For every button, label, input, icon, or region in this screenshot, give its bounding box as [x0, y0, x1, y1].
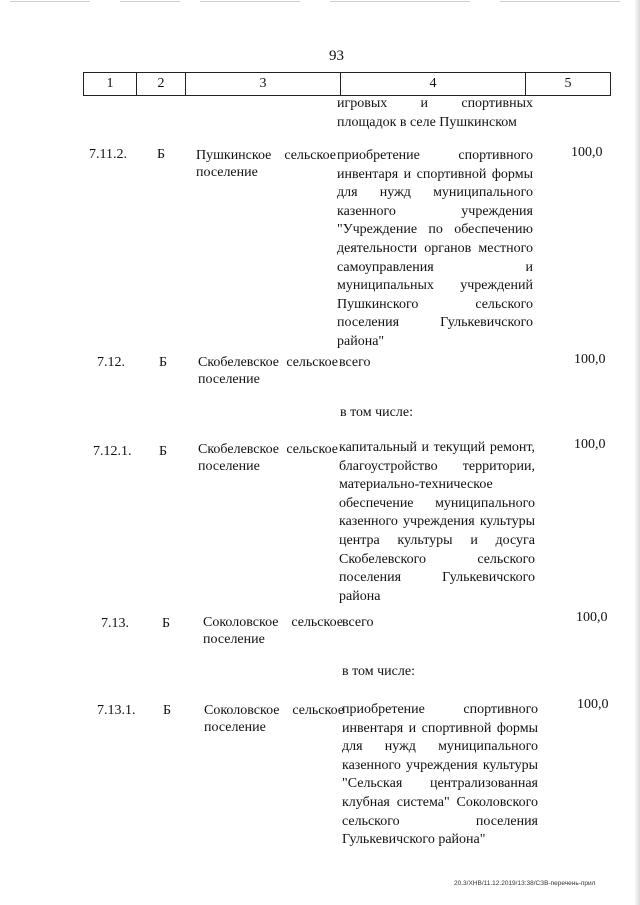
- row-letter: Б: [162, 616, 171, 631]
- row-value: 100,0: [577, 697, 609, 712]
- row-description: всего: [342, 615, 374, 630]
- row-value: 100,0: [571, 145, 603, 160]
- row-number: 7.13.1.: [97, 703, 136, 718]
- header-col-3: 3: [186, 73, 341, 95]
- row-description: приобретение спортивного инвентаря и спортивной формы для нужд муниципального казенного учреждения культуры "Сельская централизованная клубная система" Соколовского сельского поселения Гулькевичского района": [342, 702, 538, 848]
- row-value: 100,0: [576, 610, 608, 625]
- row-organization: Пушкинское сельское поселение: [196, 148, 336, 180]
- row-organization: Скобелевское сельское поселение: [198, 442, 338, 474]
- document-footer-code: 20.3/ХНВ/11.12.2019/13:38/СЗВ-перечень-прил: [454, 880, 596, 887]
- header-col-4: 4: [341, 73, 526, 95]
- row-letter: Б: [163, 703, 172, 718]
- in-that-number-label: в том числе:: [342, 664, 415, 679]
- row-letter: Б: [159, 444, 168, 459]
- row-value: 100,0: [574, 437, 606, 452]
- in-that-number-label: в том числе:: [340, 405, 413, 420]
- row-number: 7.12.1.: [93, 444, 132, 459]
- row-letter: Б: [159, 355, 168, 370]
- row-description: приобретение спортивного инвентаря и спортивной формы для нужд муниципального казенного учреждения "Учреждение по обеспечению деятельности органов местного самоуправления и муниципальных учреждений Пушкинского сельского поселения Гулькевичского района": [337, 148, 533, 349]
- row-number: 7.13.: [101, 616, 129, 631]
- header-col-5: 5: [564, 76, 572, 91]
- row-organization: Соколовское сельское поселение: [203, 615, 343, 647]
- header-col-2: 2: [137, 73, 186, 95]
- row-description: всего: [339, 355, 371, 370]
- row-organization: Соколовское сельское поселение: [204, 703, 344, 735]
- row-number: 7.12.: [97, 355, 125, 370]
- row-number: 7.11.2.: [89, 147, 127, 162]
- table-header-row: [83, 72, 611, 96]
- row-letter: Б: [157, 147, 166, 162]
- row-value: 100,0: [574, 352, 606, 367]
- row-organization: Скобелевское сельское поселение: [198, 355, 338, 387]
- continuation-text: игровых и спортивных площадок в селе Пушкинском: [337, 96, 533, 130]
- scan-right-edge: [634, 0, 640, 905]
- header-col-1: 1: [84, 73, 137, 95]
- page-number: 93: [329, 48, 344, 64]
- scan-top-edge: [0, 0, 640, 6]
- row-description: капитальный и текущий ремонт, благоустройство территории, материально-техническое обеспечение муниципального казенного учреждения культуры центра культуры и досуга Скобелевского сельского поселения Гулькевичского района: [339, 440, 535, 604]
